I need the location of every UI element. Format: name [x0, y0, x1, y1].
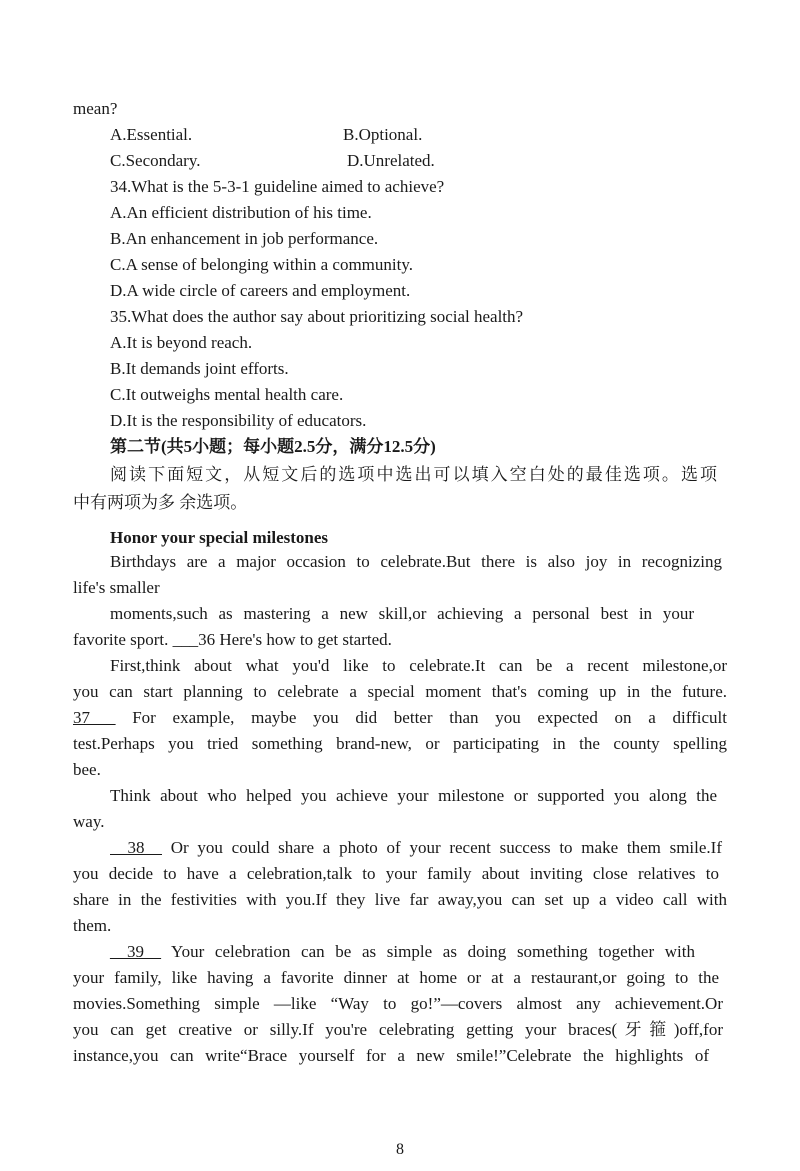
passage-line: Birthdays are a major occasion to celebrate.But there is also joy in recognizing [110, 552, 722, 571]
passage-line: movies.Something simple —like “Way to go!”—covers almost any achievement.Or [73, 994, 723, 1013]
passage-line: Think about who helped you achieve your milestone or supported you along the [110, 786, 717, 805]
passage-text: Or you could share a photo of your recent success to make them smile.If [161, 838, 722, 857]
q33-option-b: B.Optional. [343, 125, 423, 144]
passage-line: share in the festivities with you.If they live far away,you can set up a video call with [73, 890, 727, 909]
passage-line: you can get creative or silly.If you're celebrating getting your braces(牙箍)off,for [73, 1020, 723, 1039]
q35-option-a: A.It is beyond reach. [110, 333, 253, 352]
passage-line: way. [73, 812, 105, 831]
passage-text: favorite sport. [73, 630, 173, 649]
passage-text: For example, maybe you did better than you expected on a difficult [115, 708, 727, 727]
q35-option-c: C.It outweighs mental health care. [110, 385, 344, 404]
q34-option-a: A.An efficient distribution of his time. [110, 203, 372, 222]
passage-line: your family, like having a favorite dinner at home or at a restaurant,or going to the [73, 968, 719, 987]
passage-title: Honor your special milestones [110, 528, 329, 547]
passage-line: life's smaller [73, 578, 160, 597]
q33-option-a: A.Essential. [110, 125, 193, 144]
q33-option-c: C.Secondary. [110, 151, 201, 170]
passage-line: you can start planning to celebrate a special moment that's coming up in the future. [73, 682, 727, 701]
passage-line [73, 629, 392, 651]
q34-question: 34.What is the 5-3-1 guideline aimed to achieve? [110, 177, 445, 196]
section-heading: 第二节(共5小题；每小题2.5分，满分12.5分) [110, 437, 436, 456]
passage-line [73, 707, 727, 729]
passage-text: Here's how to get started. [215, 630, 392, 649]
blank-37: 37___ [73, 708, 116, 727]
q34-option-d: D.A wide circle of careers and employment. [110, 281, 411, 300]
q35-question: 35.What does the author say about prioritizing social health? [110, 307, 524, 326]
q33-option-d: D.Unrelated. [347, 151, 435, 170]
passage-line: you decide to have a celebration,talk to your family about inviting close relatives to [73, 864, 719, 883]
q34-option-b: B.An enhancement in job performance. [110, 229, 379, 248]
section-instruction-line1: 阅读下面短文，从短文后的选项中选出可以填入空白处的最佳选项。选项 [110, 465, 717, 484]
q35-option-b: B.It demands joint efforts. [110, 359, 289, 378]
page-number: 8 [396, 1141, 404, 1158]
blank-39: __39__ [110, 942, 161, 961]
blank-36: ___36 [172, 630, 216, 649]
q34-option-c: C.A sense of belonging within a community. [110, 255, 413, 274]
passage-line: test.Perhaps you tried something brand-new, or participating in the county spelling [73, 734, 727, 753]
passage-line: moments,such as mastering a new skill,or achieving a personal best in your [110, 604, 694, 623]
section-instruction-line2: 中有两项为多 余选项。 [73, 493, 248, 512]
passage-line [110, 837, 722, 859]
passage-line [110, 941, 695, 963]
passage-line: them. [73, 916, 112, 935]
q33-stem-end: mean? [73, 99, 118, 118]
passage-line: instance,you can write“Brace yourself for a new smile!”Celebrate the highlights of [73, 1046, 709, 1065]
passage-line: bee. [73, 760, 101, 779]
passage-text: Your celebration can be as simple as doing something together with [161, 942, 695, 961]
q35-option-d: D.It is the responsibility of educators. [110, 411, 367, 430]
passage-line: First,think about what you'd like to celebrate.It can be a recent milestone,or [110, 656, 727, 675]
blank-38: 38 [110, 838, 162, 857]
